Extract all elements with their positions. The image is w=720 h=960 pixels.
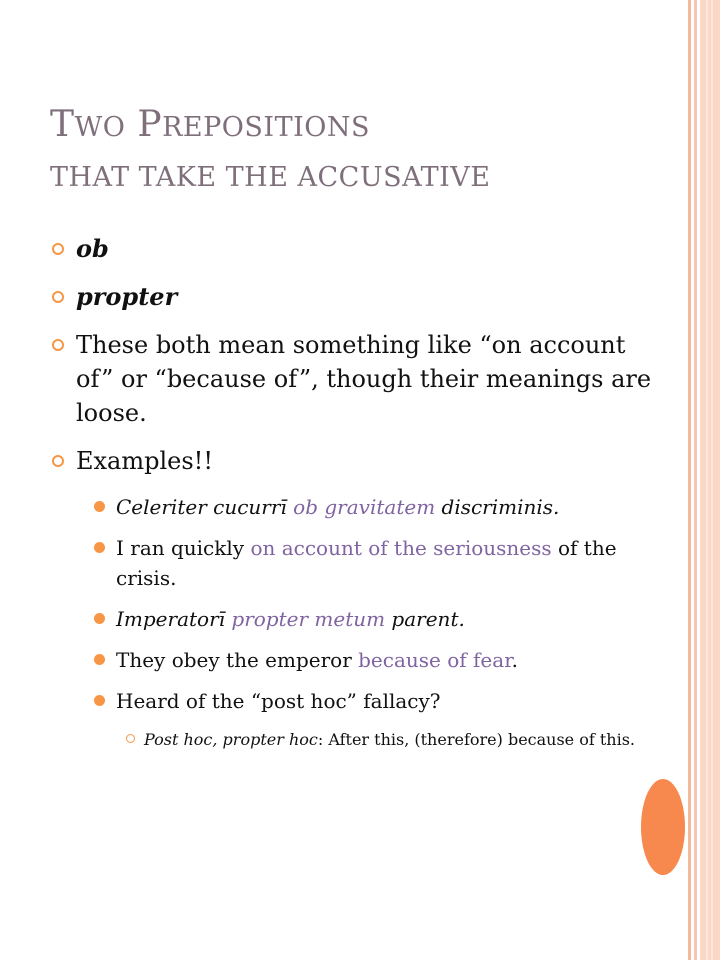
sub-bullet-post-hoc: Post hoc, propter hoc: After this, (therefore) because of this. xyxy=(126,727,652,753)
title-rest: WO xyxy=(74,112,126,143)
bullet-ob: ob xyxy=(52,232,652,266)
edge-stripe xyxy=(694,0,697,960)
example-latin-2: Imperatorī propter metum parent. xyxy=(94,604,652,634)
edge-stripe xyxy=(700,0,720,960)
bullet-meaning: These both mean something like “on account of” or “because of”, though their meanings are loose. xyxy=(52,328,652,430)
bullet-examples: Examples!! xyxy=(52,444,652,478)
example-english-1: I ran quickly on account of the seriousness of the crisis. xyxy=(94,533,652,593)
bullet-propter: propter xyxy=(52,280,652,314)
title-line-1 xyxy=(50,100,650,153)
example-english-2: They obey the emperor because of fear. xyxy=(94,645,652,675)
edge-stripe xyxy=(706,0,708,960)
bullet-list xyxy=(52,232,652,753)
edge-stripe xyxy=(711,0,713,960)
title-rest: REPOSITIONS xyxy=(162,112,371,143)
decorative-orb xyxy=(641,779,685,875)
title-line-2: THAT TAKE THE ACCUSATIVE xyxy=(50,162,491,193)
title-cap: P xyxy=(137,104,163,145)
edge-stripe xyxy=(688,0,691,960)
example-post-hoc: Heard of the “post hoc” fallacy? xyxy=(94,686,652,716)
example-latin-1: Celeriter cucurrī ob gravitatem discriminis. xyxy=(94,492,652,522)
title-cap: T xyxy=(50,104,75,145)
slide-title xyxy=(50,100,650,203)
